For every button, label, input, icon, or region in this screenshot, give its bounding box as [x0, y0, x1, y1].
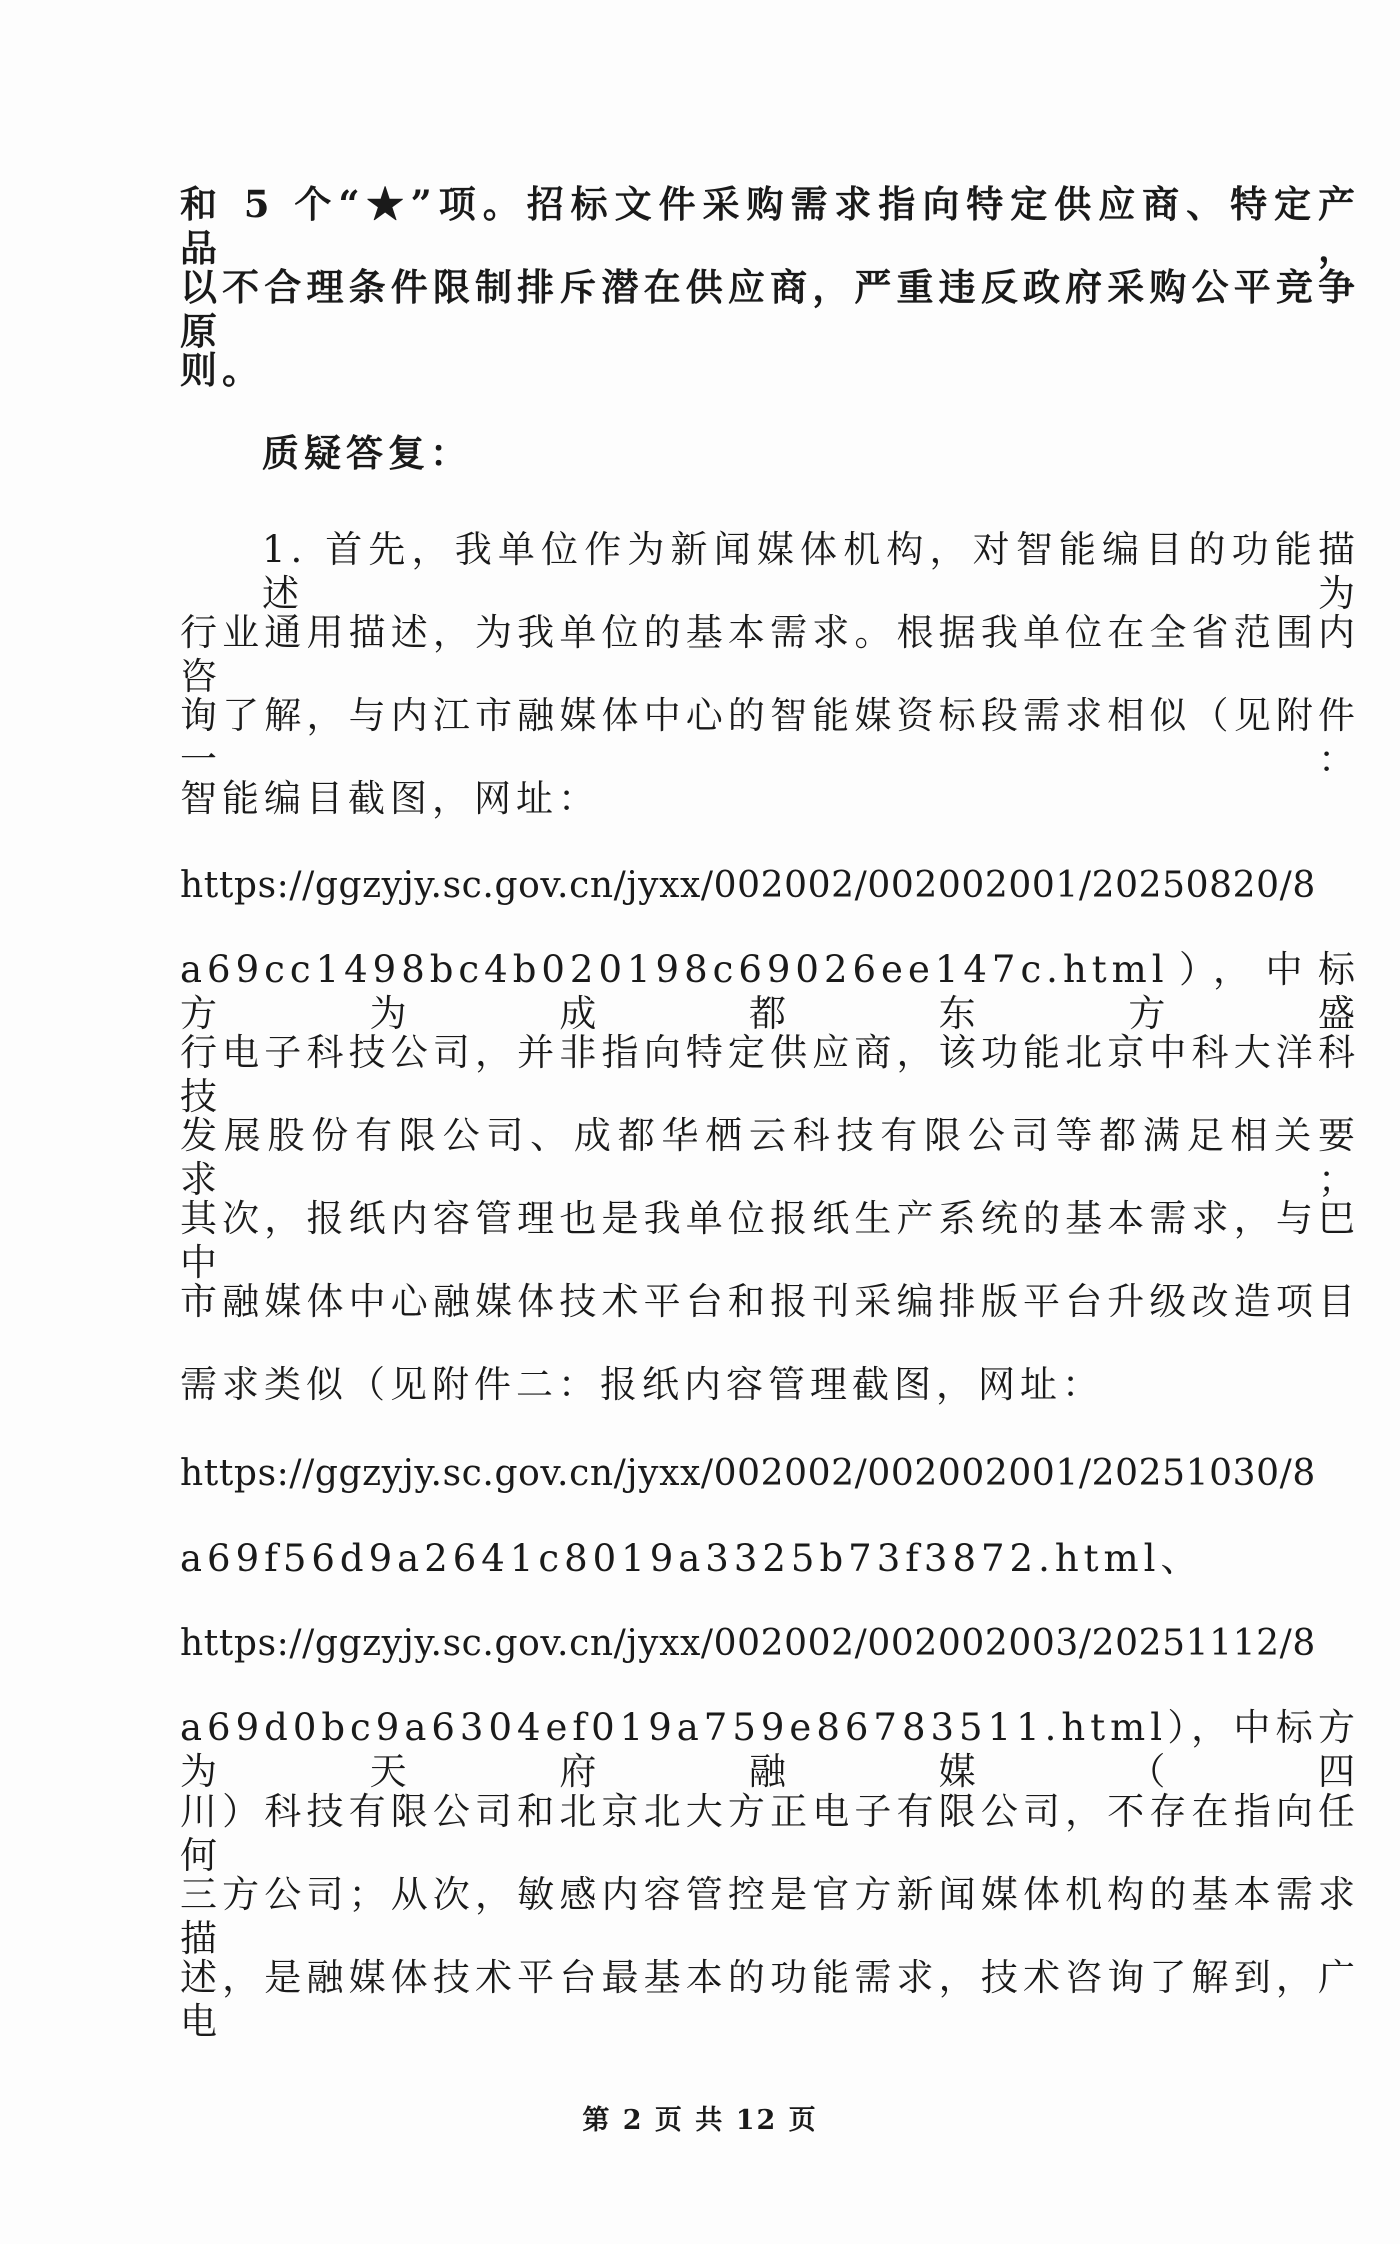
url-line: https://ggzyjy.sc.gov.cn/jyxx/002002/002002003/20251112/8	[180, 1623, 1316, 1664]
url-line: https://ggzyjy.sc.gov.cn/jyxx/002002/002002001/20250820/8	[180, 865, 1316, 906]
body-line: 以不合理条件限制排斥潜在供应商，严重违反政府采购公平竞争原	[180, 265, 1360, 353]
body-line: a69cc1498bc4b020198c69026ee147c.html），中标方为成都东方盛	[180, 948, 1360, 1035]
body-line: 需求类似（见附件二：报纸内容管理截图，网址：	[180, 1363, 1104, 1406]
body-line: 则。	[180, 348, 264, 392]
body-line: 三方公司；从次，敏感内容管控是官方新闻媒体机构的基本需求描	[180, 1873, 1360, 1960]
body-line: 川）科技有限公司和北京北大方正电子有限公司，不存在指向任何	[180, 1790, 1360, 1877]
body-line: 智能编目截图，网址：	[180, 777, 600, 820]
body-line: 1. 首先，我单位作为新闻媒体机构，对智能编目的功能描述为	[262, 528, 1360, 615]
body-line: a69f56d9a2641c8019a3325b73f3872.html、	[180, 1537, 1203, 1580]
body-line: 发展股份有限公司、成都华栖云科技有限公司等都满足相关要求；	[180, 1114, 1360, 1201]
body-line: a69d0bc9a6304ef019a759e86783511.html），中标方为天府融媒（四	[180, 1706, 1360, 1793]
body-line: 市融媒体中心融媒体技术平台和报刊采编排版平台升级改造项目	[180, 1280, 1360, 1323]
body-line: 行电子科技公司，并非指向特定供应商，该功能北京中科大洋科技	[180, 1031, 1360, 1118]
body-line: 述，是融媒体技术平台最基本的功能需求，技术咨询了解到，广电	[180, 1956, 1360, 2043]
body-line: 其次，报纸内容管理也是我单位报纸生产系统的基本需求，与巴中	[180, 1197, 1360, 1284]
page-number: 第 2 页 共 12 页	[582, 2105, 818, 2136]
body-line: 行业通用描述，为我单位的基本需求。根据我单位在全省范围内咨	[180, 611, 1360, 698]
url-line: https://ggzyjy.sc.gov.cn/jyxx/002002/002002001/20251030/8	[180, 1453, 1316, 1494]
body-line: 询了解，与内江市融媒体中心的智能媒资标段需求相似（见附件一：	[180, 694, 1360, 781]
body-line: 和 5 个“★”项。招标文件采购需求指向特定供应商、特定产品，	[180, 182, 1360, 270]
section-heading: 质疑答复：	[262, 431, 472, 475]
